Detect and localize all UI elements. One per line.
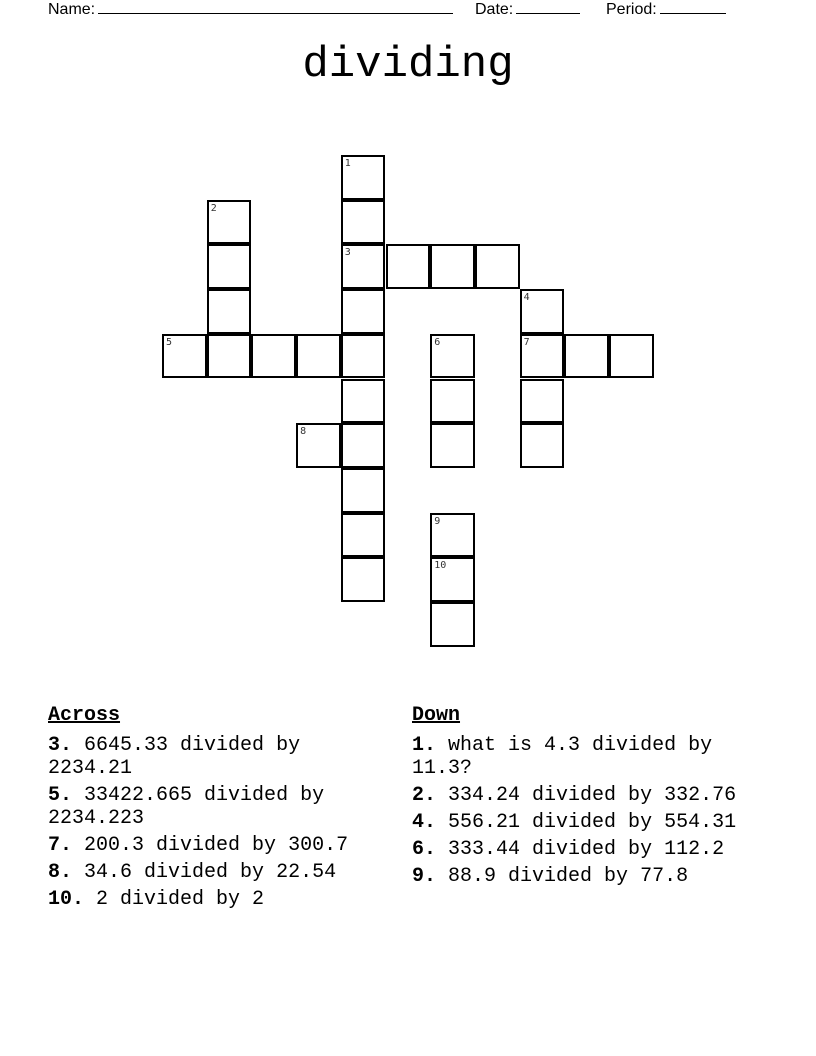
grid-cell[interactable] <box>430 244 475 289</box>
clue-text: 334.24 divided by 332.76 <box>448 784 737 807</box>
grid-cell[interactable] <box>520 334 565 379</box>
grid-cell[interactable] <box>475 244 520 289</box>
grid-cell[interactable] <box>430 557 475 602</box>
grid-cell[interactable] <box>207 334 252 379</box>
across-clue <box>48 734 393 780</box>
clue-text: 333.44 divided by 112.2 <box>448 838 725 861</box>
grid-cell[interactable] <box>341 513 386 558</box>
across-clues <box>48 704 393 915</box>
clue-num: 5. <box>48 784 73 807</box>
across-clue <box>48 784 393 830</box>
grid-cell[interactable] <box>207 200 252 245</box>
grid-cell[interactable] <box>520 423 565 468</box>
clue-number: 1 <box>344 158 351 169</box>
clue-number: 4 <box>523 292 530 304</box>
grid-cell[interactable] <box>520 379 565 424</box>
grid-cell[interactable] <box>520 289 565 334</box>
across-clue <box>48 834 393 857</box>
down-clue <box>412 811 757 834</box>
grid-cell[interactable] <box>207 289 252 334</box>
clue-number: 7 <box>523 336 530 348</box>
clue-num: 3. <box>48 734 73 757</box>
grid-cell[interactable] <box>609 334 654 379</box>
clue-num: 4. <box>412 811 437 834</box>
clue-num: 9. <box>412 865 437 888</box>
grid-cell[interactable] <box>162 334 207 379</box>
clue-num: 7. <box>48 834 73 857</box>
down-clue <box>412 865 757 888</box>
grid-cell[interactable] <box>296 334 341 379</box>
clue-number: 8 <box>300 426 307 438</box>
grid-cell[interactable] <box>341 557 386 602</box>
grid-cell[interactable] <box>430 334 475 379</box>
clue-text: 556.21 divided by 554.31 <box>448 811 737 834</box>
clue-text: 34.6 divided by 22.54 <box>84 861 337 884</box>
clue-num: 1. <box>412 734 437 757</box>
grid-cell[interactable] <box>430 423 475 468</box>
grid-cell[interactable] <box>341 244 386 289</box>
clue-number: 10 <box>434 560 447 572</box>
clue-number: 2 <box>210 202 217 214</box>
clue-number: 9 <box>434 515 441 527</box>
clue-text: 88.9 divided by 77.8 <box>448 865 689 888</box>
grid-cell[interactable] <box>251 334 296 379</box>
down-heading: Down <box>412 704 461 727</box>
grid-cell[interactable] <box>341 379 386 424</box>
down-clue <box>412 734 757 780</box>
clue-text: what is 4.3 divided by 11.3? <box>412 734 713 780</box>
clue-text: 33422.665 divided by 2234.223 <box>48 784 325 830</box>
clue-num: 2. <box>412 784 437 807</box>
grid-cell[interactable] <box>430 513 475 558</box>
across-heading: Across <box>48 704 121 727</box>
down-clue <box>412 838 757 861</box>
grid-cell[interactable] <box>341 155 386 200</box>
clue-num: 6. <box>412 838 437 861</box>
grid-cell[interactable] <box>341 468 386 513</box>
grid-cell[interactable] <box>341 423 386 468</box>
page-title: dividing <box>302 40 514 90</box>
clue-num: 10. <box>48 888 85 911</box>
grid-cell[interactable] <box>341 289 386 334</box>
across-clue <box>48 861 393 884</box>
clue-number: 5 <box>166 336 173 348</box>
clue-text: 2 divided by 2 <box>96 888 265 911</box>
grid-cell[interactable] <box>430 602 475 647</box>
grid-cell[interactable] <box>207 244 252 289</box>
grid-cell[interactable] <box>341 200 386 245</box>
grid-cell[interactable] <box>430 379 475 424</box>
grid-cell[interactable] <box>564 334 609 379</box>
clue-text: 6645.33 divided by 2234.21 <box>48 734 301 780</box>
down-clue <box>412 784 757 807</box>
clue-number: 6 <box>434 336 441 348</box>
clue-text: 200.3 divided by 300.7 <box>84 834 349 857</box>
grid-cell[interactable] <box>386 244 431 289</box>
date-label: Date: <box>475 1 514 18</box>
grid-cell[interactable] <box>341 334 386 379</box>
across-clue <box>48 888 393 911</box>
grid-cell[interactable] <box>296 423 341 468</box>
period-label: Period: <box>606 1 657 18</box>
down-clues <box>412 704 757 892</box>
clue-num: 8. <box>48 861 73 884</box>
name-label: Name: <box>48 1 96 18</box>
clue-number: 3 <box>344 247 351 259</box>
